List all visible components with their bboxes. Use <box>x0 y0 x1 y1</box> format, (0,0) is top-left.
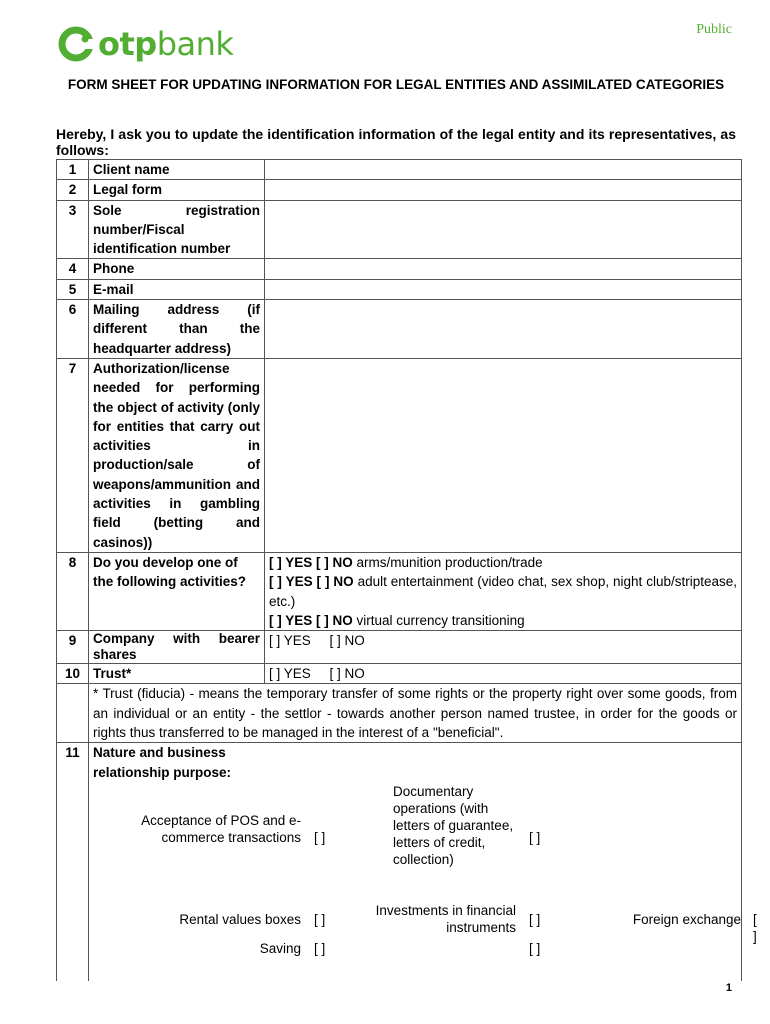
bearer-shares-options[interactable]: [ ] YES [ ] NO <box>265 631 742 664</box>
option-label: Foreign exchange <box>632 912 741 928</box>
field-label: Trust* <box>89 664 265 684</box>
row-number: 7 <box>57 358 89 552</box>
row-number: 4 <box>57 259 89 279</box>
business-purpose-section <box>89 743 757 982</box>
extra-checkbox[interactable]: [ ] <box>529 941 541 957</box>
client-name-field[interactable] <box>265 160 742 180</box>
activity-option[interactable]: [ ] YES [ ] NO virtual currency transitioning <box>269 612 525 628</box>
investments-checkbox[interactable]: [ ] <box>529 912 541 928</box>
foreign-exchange-checkbox[interactable]: [ ] <box>753 912 757 945</box>
classification-label: Public <box>696 22 732 37</box>
option-label: Rental values boxes <box>179 912 301 928</box>
field-label: Do you develop one of the following activities? <box>89 552 265 630</box>
field-label: Nature and business relationship purpose: <box>93 745 232 781</box>
table-row <box>57 160 742 180</box>
option-label: Investments in financial instruments <box>375 903 516 936</box>
table-row <box>57 684 742 743</box>
table-row <box>57 358 742 552</box>
activity-option[interactable]: [ ] YES [ ] NO adult entertainment (video chat, sex shop, night club/striptease, etc.) <box>269 574 737 609</box>
phone-field[interactable] <box>265 259 742 279</box>
legal-form-field[interactable] <box>265 180 742 200</box>
update-form-table <box>56 159 757 981</box>
table-row <box>57 631 742 664</box>
row-number: 6 <box>57 300 89 359</box>
field-label: Sole registration number/Fiscal identification number <box>89 200 265 259</box>
email-field[interactable] <box>265 279 742 299</box>
table-row <box>57 200 742 259</box>
row-number: 5 <box>57 279 89 299</box>
table-row <box>57 259 742 279</box>
row-number: 11 <box>57 743 89 982</box>
option-label: Documentary operations (with letters of guarantee, letters of credit, collection) <box>393 784 514 868</box>
option-label: Saving <box>259 941 301 957</box>
saving-checkbox[interactable]: [ ] <box>314 941 326 957</box>
intro-text: Hereby, I ask you to update the identification information of the legal entity and its representatives, as follows: <box>56 126 736 158</box>
form-title: FORM SHEET FOR UPDATING INFORMATION FOR LEGAL ENTITIES AND ASSIMILATED CATEGORIES <box>67 77 725 92</box>
activities-options <box>265 552 742 630</box>
table-row <box>57 279 742 299</box>
row-number: 9 <box>57 631 89 664</box>
documentary-checkbox[interactable]: [ ] <box>529 830 541 846</box>
trust-note: * Trust (fiducia) - means the temporary transfer of some rights or the property right over some goods, from an individual or an entity - the settlor - towards another person named trustee, in order for the goods or rights thus transferred to be managed in the interest of a "beneficial". <box>89 684 742 743</box>
field-label: Company with bearer shares <box>89 631 265 664</box>
purpose-options <box>89 783 757 981</box>
row-number: 1 <box>57 160 89 180</box>
authorization-field[interactable] <box>265 358 742 552</box>
row-number: 10 <box>57 664 89 684</box>
mailing-address-field[interactable] <box>265 300 742 359</box>
field-label: Legal form <box>89 180 265 200</box>
page-number: 1 <box>725 982 732 994</box>
option-label: Acceptance of POS and e-commerce transactions <box>141 813 301 846</box>
field-label: Mailing address (if different than the headquarter address) <box>89 300 265 359</box>
table-row <box>57 300 742 359</box>
registration-number-field[interactable] <box>265 200 742 259</box>
logo-text: otpbank <box>98 25 234 63</box>
row-number: 3 <box>57 200 89 259</box>
row-number: 2 <box>57 180 89 200</box>
rental-boxes-checkbox[interactable]: [ ] <box>314 912 326 928</box>
row-number: 8 <box>57 552 89 630</box>
otp-logo-icon <box>58 26 94 62</box>
table-row <box>57 552 742 630</box>
field-label: Phone <box>89 259 265 279</box>
field-label: E-mail <box>89 279 265 299</box>
table-row <box>57 180 742 200</box>
pos-checkbox[interactable]: [ ] <box>314 830 326 846</box>
activity-option[interactable]: [ ] YES [ ] NO arms/munition production/trade <box>269 554 543 570</box>
table-row <box>57 664 742 684</box>
trust-options[interactable]: [ ] YES [ ] NO <box>265 664 742 684</box>
otpbank-logo <box>58 24 233 64</box>
field-label: Authorization/license needed for performing the object of activity (only for entities that carry out activities in production/sale of weapons/ammunition and activities in gambling field (betting and casinos)) <box>89 358 265 552</box>
field-label: Client name <box>89 160 265 180</box>
table-row <box>57 743 742 982</box>
